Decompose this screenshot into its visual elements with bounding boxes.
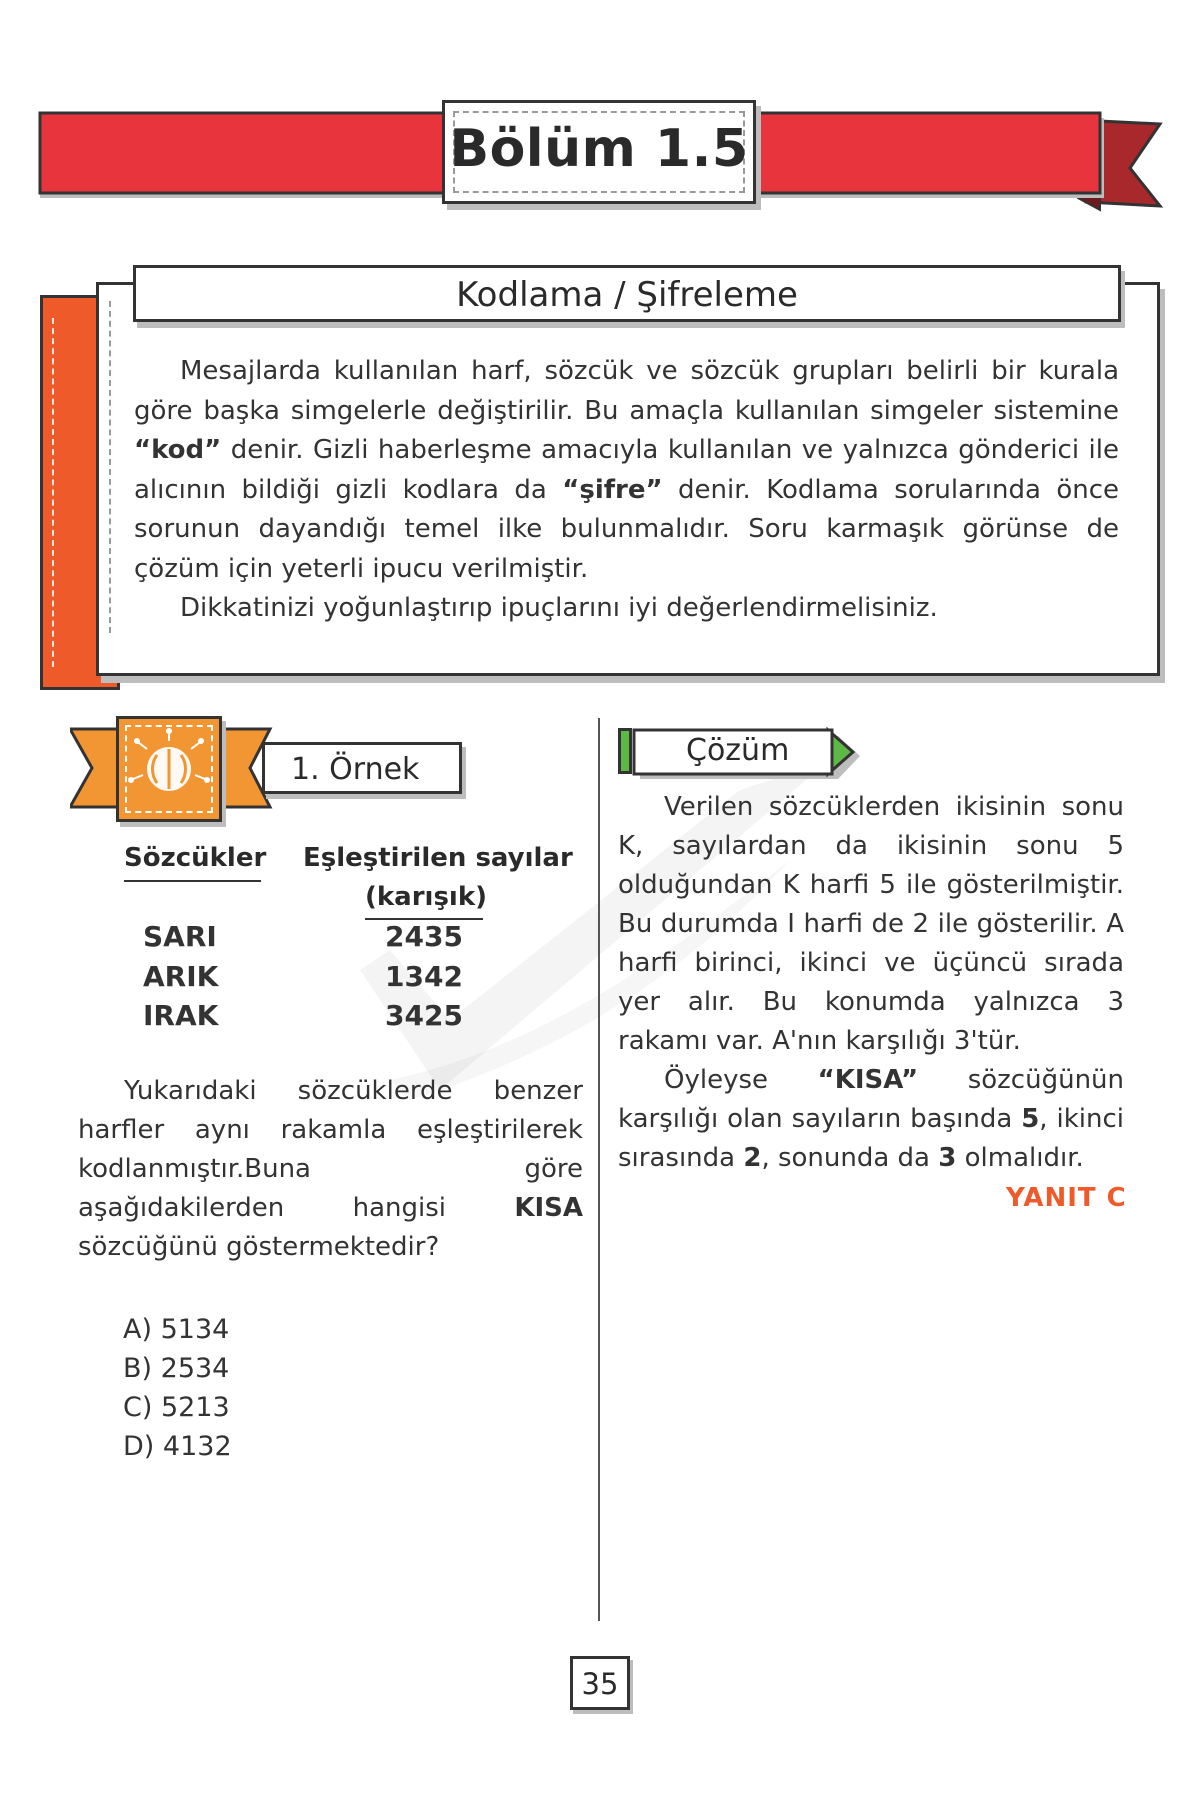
brain-icon: [119, 719, 219, 819]
intro-text: [134, 352, 1119, 629]
term-sifre: “şifre”: [562, 474, 663, 505]
intro-text-part: denir. Gizli haberleşme amacıyla kullanılan ve yalnızca gönderici ile alıcının bildiği gizli kodlara da: [134, 435, 1119, 505]
solution-digit: 2: [743, 1143, 762, 1173]
intro-paragraph-2: Dikkatinizi yoğunlaştırıp ipuçlarını iyi değerlendirmelisiniz.: [180, 593, 938, 623]
intro-title: Kodlama / Şifreleme: [456, 275, 798, 315]
question-text-part: Yukarıdaki sözcüklerde benzer harfler aynı rakamla eşleştirilerek kodlanmıştır.Buna göre aşağıdakilerden hangisi: [78, 1076, 583, 1223]
table-cell-number: 1342: [385, 960, 463, 993]
intro-dashed-line: [109, 301, 111, 633]
intro-text-part: Mesajlarda kullanılan harf, sözcük ve sözcük grupları belirli bir kurala göre başka simgelerle değiştirilir. Bu amaçla kullanılan simgeler sistemine: [134, 356, 1119, 426]
intro-tab-dashed-line: [52, 318, 54, 667]
question-keyword: KISA: [514, 1193, 583, 1223]
table-header-numbers-sub: (karışık): [365, 882, 488, 912]
brain-icon-box: [116, 716, 222, 822]
solution-keyword: “KISA”: [817, 1065, 919, 1095]
intro-text-part: denir. Kodlama sorularında önce sorunun dayandığı temel ilke bulunmalıdır. Soru karmaşık görünse de çözüm için yeterli ipucu verilmiştir.: [134, 474, 1119, 584]
example-label-box: [262, 742, 462, 794]
solution-banner-accent: [618, 728, 632, 774]
table-cell-number: 2435: [385, 920, 463, 953]
table-header-words-underline: [124, 880, 261, 882]
solution-digit: 5: [1021, 1104, 1040, 1134]
example-label: 1. Örnek: [291, 752, 420, 787]
chapter-title-box: [442, 100, 756, 204]
solution-paragraph-2: [618, 1061, 1124, 1178]
answer-label: YANIT C: [1006, 1183, 1127, 1213]
solution-label: Çözüm: [686, 733, 790, 768]
table-header-numbers: Eşleştirilen sayılar: [303, 843, 573, 873]
intro-title-box: [133, 265, 1121, 322]
term-kod: “kod”: [134, 435, 222, 465]
table-header-words: Sözcükler: [124, 843, 267, 873]
page-number: 35: [581, 1667, 619, 1701]
question-text: [78, 1072, 583, 1267]
table-cell-number: 3425: [385, 999, 463, 1032]
solution-digit: 3: [938, 1143, 957, 1173]
solution-text-part: sözcüğünün karşılığı olan sayıların başında: [618, 1065, 1125, 1134]
solution-text: [618, 788, 1124, 1178]
question-paragraph: [78, 1072, 583, 1267]
intro-paragraph-1: [134, 352, 1119, 589]
option-d: D) 4132: [123, 1431, 232, 1462]
chapter-title: Bölüm 1.5: [449, 119, 749, 179]
solution-text-part: Öyleyse: [664, 1065, 818, 1095]
option-b: B) 2534: [123, 1353, 230, 1384]
table-cell-word: IRAK: [143, 999, 219, 1032]
option-c: C) 5213: [123, 1392, 230, 1423]
solution-text-part: olmalıdır.: [956, 1143, 1084, 1173]
solution-text-part: , ikinci sırasında: [618, 1104, 1124, 1173]
column-divider: [598, 718, 600, 1621]
table-cell-word: SARI: [143, 920, 217, 953]
option-a: A) 5134: [123, 1314, 230, 1345]
table-cell-word: ARIK: [143, 960, 219, 993]
question-text-part: sözcüğünü göstermektedir?: [78, 1232, 440, 1262]
page-number-box: [570, 1656, 630, 1710]
solution-paragraph-1: Verilen sözcüklerden ikisinin sonu K, sayılardan da ikisinin sonu 5 olduğundan K harfi 5 ile gösterilmiştir. Bu durumda I harfi de 2 ile gösterilir. A harfi birinci, ikinci ve üçüncü sırada yer alır. Bu konumda yalnızca 3 rakamı var. A'nın karşılığı 3'tür.: [618, 792, 1124, 1056]
solution-text-part: , sonunda da: [761, 1143, 939, 1173]
